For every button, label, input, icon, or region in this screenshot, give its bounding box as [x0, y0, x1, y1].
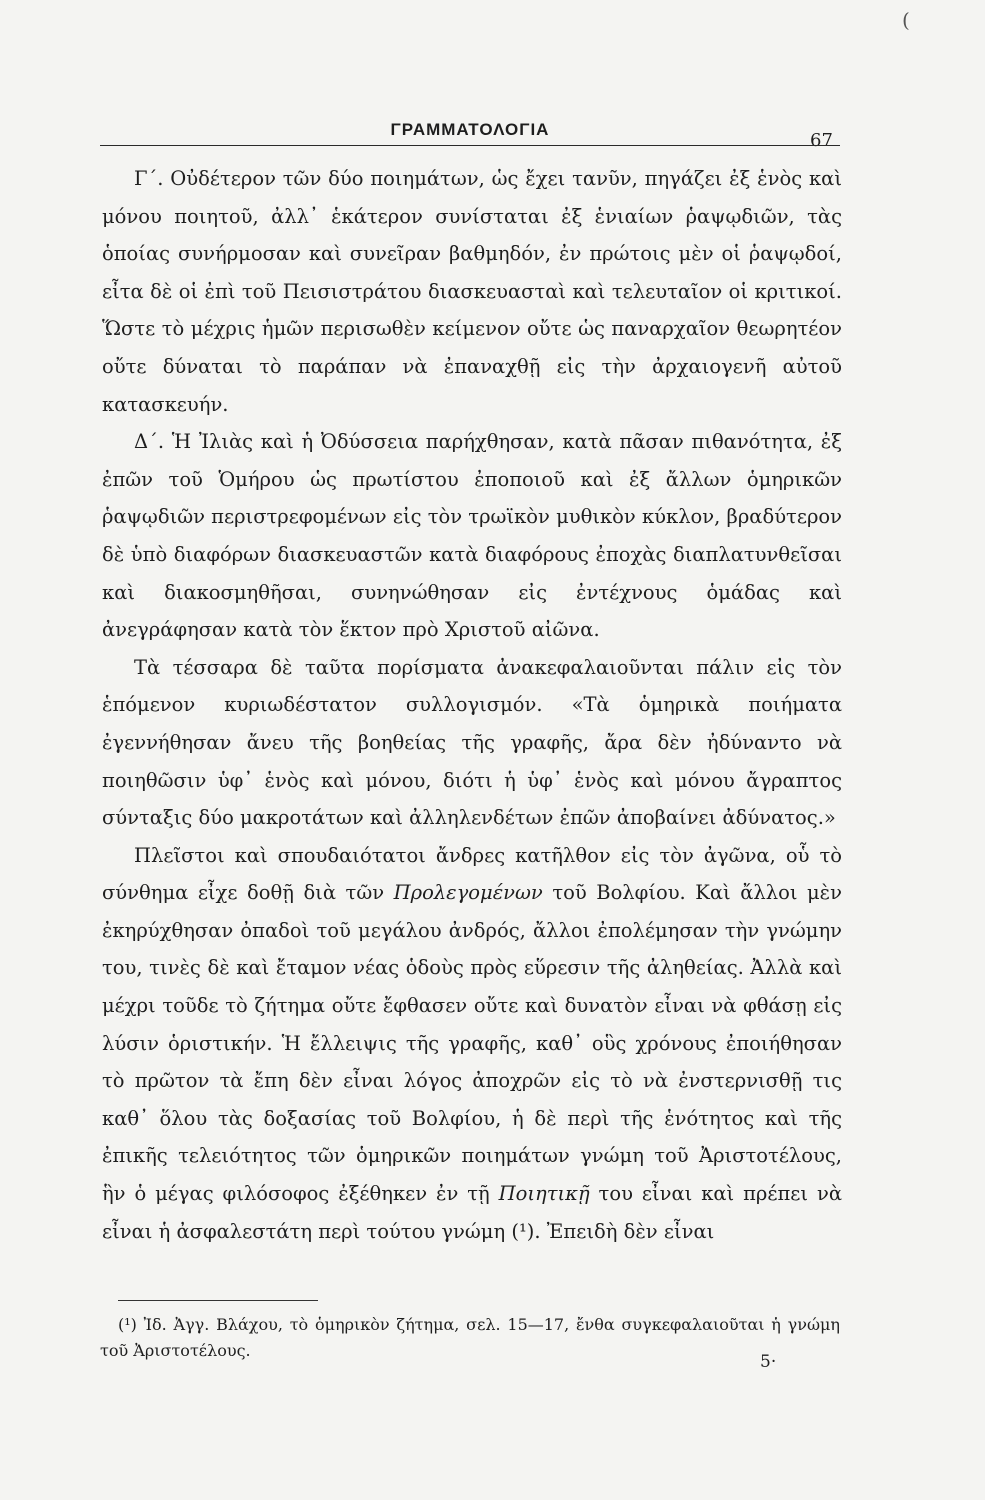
- text-run: Πλεῖστοι καὶ σπουδαιότατοι ἄνδρες κατῆλθον εἰς τὸν ἀγῶνα, οὗ τὸ σύνθημα εἶχε δοθῇ διὰ τῶν: [102, 843, 842, 905]
- italic-title-prolegomena: Προλεγομένων: [393, 881, 543, 905]
- paragraph-summary: Τὰ τέσσαρα δὲ ταῦτα πορίσματα ἀνακεφαλαιοῦνται πάλιν εἰς τὸν ἑπόμενον κυριωδέστατον συλλογισμόν. «Τὰ ὁμηρικὰ ποιήματα ἐγεννήθησαν ἄνευ τῆς βοηθείας τῆς γραφῆς, ἄρα δὲν ἠδύναντο νὰ ποιηθῶσιν ὑφ᾽ ἑνὸς καὶ μόνου, διότι ἡ ὑφ᾽ ἑνὸς καὶ μόνου ἄγραπτος σύνταξις δύο μακροτάτων καὶ ἀλληλενδέτων ἐπῶν ἀποβαίνει ἀδύνατος.»: [102, 655, 842, 830]
- text-run: του εἶναι καὶ πρέπει νὰ εἶναι ἡ ἀσφαλεστάτη περὶ τούτου γνώμη (¹). Ἐπειδὴ δὲν εἶναι: [102, 1182, 842, 1243]
- paragraph-gamma: Γ΄. Οὐδέτερον τῶν δύο ποιημάτων, ὡς ἔχει τανῦν, πηγάζει ἐξ ἑνὸς καὶ μόνου ποιητοῦ, ἀλλ᾽ ἑκάτερον συνίσταται ἐξ ἑνιαίων ῥαψῳδιῶν, τὰς ὁποίας συνήρμοσαν καὶ συνεῖραν βαθμηδόν, ἐν πρώτοις μὲν οἱ ῥαψῳδοί, εἶτα δὲ οἱ ἐπὶ τοῦ Πεισιστράτου διασκευασταὶ καὶ τελευταῖον οἱ κριτικοί. Ὥστε τὸ μέχρις ἡμῶν περισωθὲν κείμενον οὔτε ὡς παναρχαῖον θεωρητέον οὔτε δύναται τὸ παράπαν νὰ ἐπαναχθῇ εἰς τὴν ἀρχαιογενῆ αὐτοῦ κατασκευήν.: [102, 167, 842, 416]
- running-title: ΓΡΑΜΜΑΤΟΛΟΓΙΑ: [390, 120, 550, 139]
- signature-mark: 5·: [760, 1352, 777, 1372]
- header-rule: [100, 145, 840, 146]
- italic-title-poetics: Ποιητικῇ: [498, 1182, 590, 1206]
- page-number: 67: [810, 130, 833, 151]
- footnote: (¹) Ἰδ. Ἀγγ. Βλάχου, τὸ ὁμηρικὸν ζήτημα, σελ. 15—17, ἔνθα συγκεφαλαιοῦται ἡ γνώμη τοῦ Ἀριστοτέλους.: [100, 1315, 840, 1360]
- body-text: [102, 160, 842, 1250]
- corner-mark: (: [902, 8, 910, 32]
- footnote-rule: [118, 1300, 318, 1301]
- text-run: τοῦ Βολφίου. Καὶ ἄλλοι μὲν ἐκηρύχθησαν ὀπαδοὶ τοῦ μεγάλου ἀνδρός, ἄλλοι ἐπολέμησαν τὴν γνώμην του, τινὲς δὲ καὶ ἔταμον νέας ὁδοὺς πρὸς εὕρεσιν τῆς ἀληθείας. Ἀλλὰ καὶ μέχρι τοῦδε τὸ ζήτημα οὔτε ἔφθασεν οὔτε καὶ δυνατὸν εἶναι νὰ φθάσῃ εἰς λύσιν ὁριστικήν. Ἡ ἔλλειψις τῆς γραφῆς, καθ᾽ οὓς χρόνους ἐποιήθησαν τὸ πρῶτον τὰ ἔπη δὲν εἶναι λόγος ἀποχρῶν εἰς τὸ νὰ ἐνστερνισθῇ τις καθ᾽ ὅλου τὰς δοξασίας τοῦ Βολφίου, ἡ δὲ περὶ τῆς ἑνότητος καὶ τῆς ἐπικῆς τελειότητος τῶν ὁμηρικῶν ποιημάτων γνώμη τοῦ Ἀριστοτέλους, ἣν ὁ μέγας φιλόσοφος ἐξέθηκεν ἐν τῇ: [102, 881, 842, 1206]
- paragraph-delta: Δ΄. Ἡ Ἰλιὰς καὶ ἡ Ὀδύσσεια παρήχθησαν, κατὰ πᾶσαν πιθανότητα, ἐξ ἐπῶν τοῦ Ὁμήρου ὡς πρωτίστου ἐποποιοῦ καὶ ἐξ ἄλλων ὁμηρικῶν ῥαψῳδιῶν περιστρεφομένων εἰς τὸν τρωϊκὸν μυθικὸν κύκλον, βραδύτερον δὲ ὑπὸ διαφόρων διασκευαστῶν κατὰ διαφόρους ἐποχὰς διαπλατυνθεῖσαι καὶ διακοσμηθῆσαι, συνηνώθησαν εἰς ἐντέχνους ὁμάδας καὶ ἀνεγράφησαν κατὰ τὸν ἕκτον πρὸ Χριστοῦ αἰῶνα.: [102, 430, 842, 642]
- paragraph-wolf-debate: [102, 837, 842, 1251]
